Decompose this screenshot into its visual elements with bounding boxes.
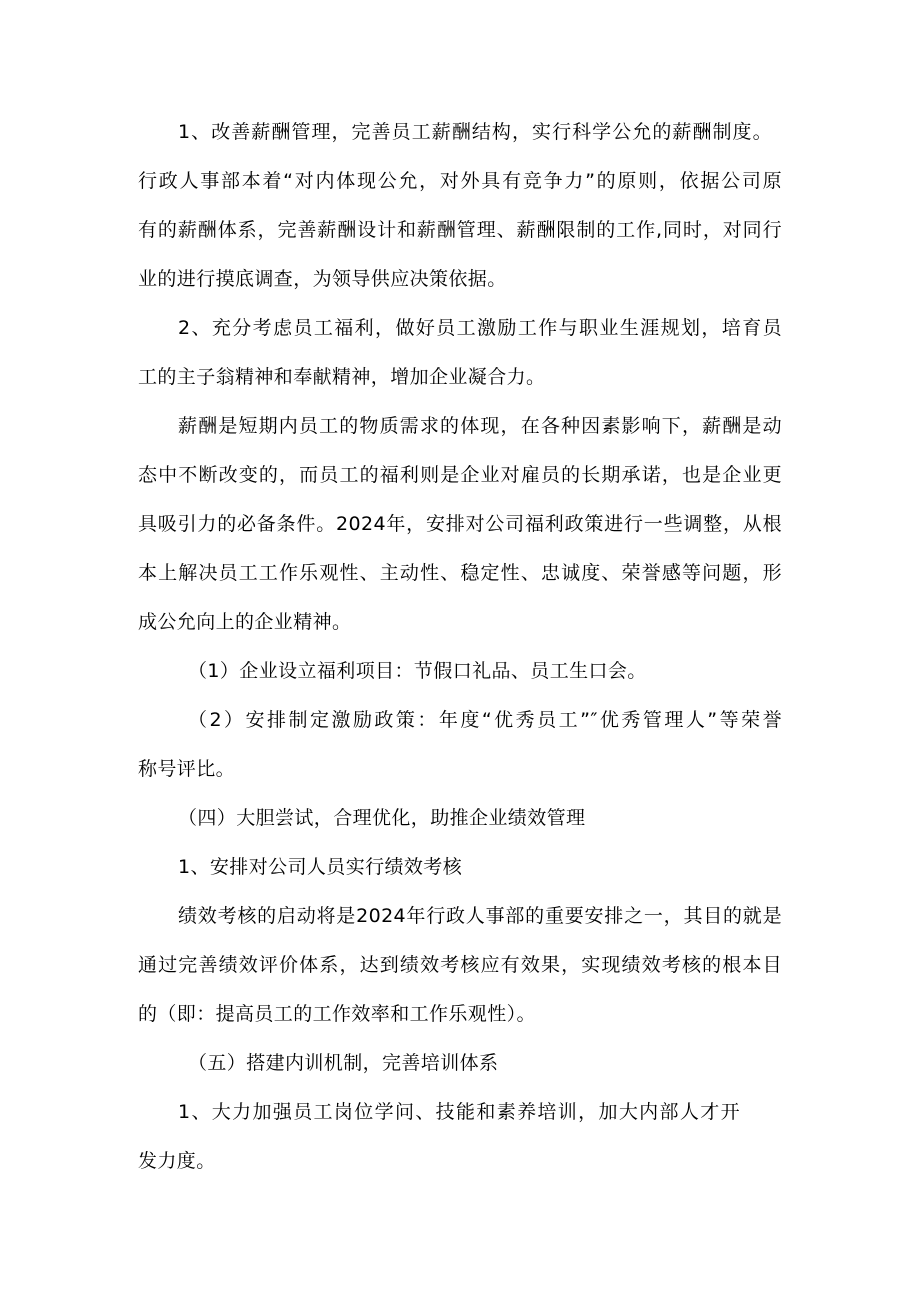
paragraph-line: 绩效考核的启动将是2024年行政人事部的重要安排之一，其目的就是 bbox=[178, 905, 782, 927]
paragraph-line: 薪酬是短期内员工的物质需求的体现，在各种因素影响下，薪酬是动 bbox=[178, 415, 782, 437]
section-heading: （四）大胆尝试，合理优化，助推企业绩效管理 bbox=[178, 807, 586, 829]
paragraph-line: 行政人事部本着“对内体现公允，对外具有竞争力”的原则，依据公司原 bbox=[138, 170, 782, 192]
paragraph-line: 业的进行摸底调查，为领导供应决策依据。 bbox=[138, 268, 507, 290]
paragraph-line: 通过完善绩效评价体系，达到绩效考核应有效果，实现绩效考核的根本目 bbox=[138, 954, 782, 976]
paragraph-line: 1、大力加强员工岗位学问、技能和素养培训，加大内部人才开 bbox=[178, 1101, 740, 1123]
paragraph-line: 工的主子翁精神和奉献精神，增加企业凝合力。 bbox=[138, 366, 546, 388]
paragraph-line: 本上解决员工工作乐观性、主动性、稳定性、忠诚度、荣誉感等问题，形 bbox=[138, 562, 782, 584]
paragraph-line: 的（即：提高员工的工作效率和工作乐观性）。 bbox=[138, 1003, 536, 1025]
paragraph-line: 成公允向上的企业精神。 bbox=[138, 611, 352, 633]
list-item: （1）企业设立福利项目：节假口礼品、员工生口会。 bbox=[188, 660, 647, 682]
section-heading: （五）搭建内训机制，完善培训体系 bbox=[188, 1052, 499, 1074]
paragraph-line: 具吸引力的必备条件。2024年，安排对公司福利政策进行一些调整，从根 bbox=[138, 513, 782, 535]
list-item: （2）安排制定激励政策：年度“优秀员工”″优秀管理人”等荣誉 bbox=[188, 709, 782, 731]
paragraph-line: 2、充分考虑员工福利，做好员工激励工作与职业生涯规划，培育员 bbox=[178, 317, 782, 339]
paragraph-line: 发力度。 bbox=[138, 1150, 216, 1172]
subsection-heading: 1、安排对公司人员实行绩效考核 bbox=[178, 856, 463, 878]
paragraph-line: 1、改善薪酬管理，完善员工薪酬结构，实行科学公允的薪酬制度。 bbox=[178, 121, 772, 143]
paragraph-line: 有的薪酬体系，完善薪酬设计和薪酬管理、薪酬限制的工作,同时，对同行 bbox=[138, 219, 782, 241]
paragraph-line: 态中不断改变的，而员工的福利则是企业对雇员的长期承诺，也是企业更 bbox=[138, 464, 782, 486]
paragraph-line: 称号评比。 bbox=[138, 758, 236, 780]
